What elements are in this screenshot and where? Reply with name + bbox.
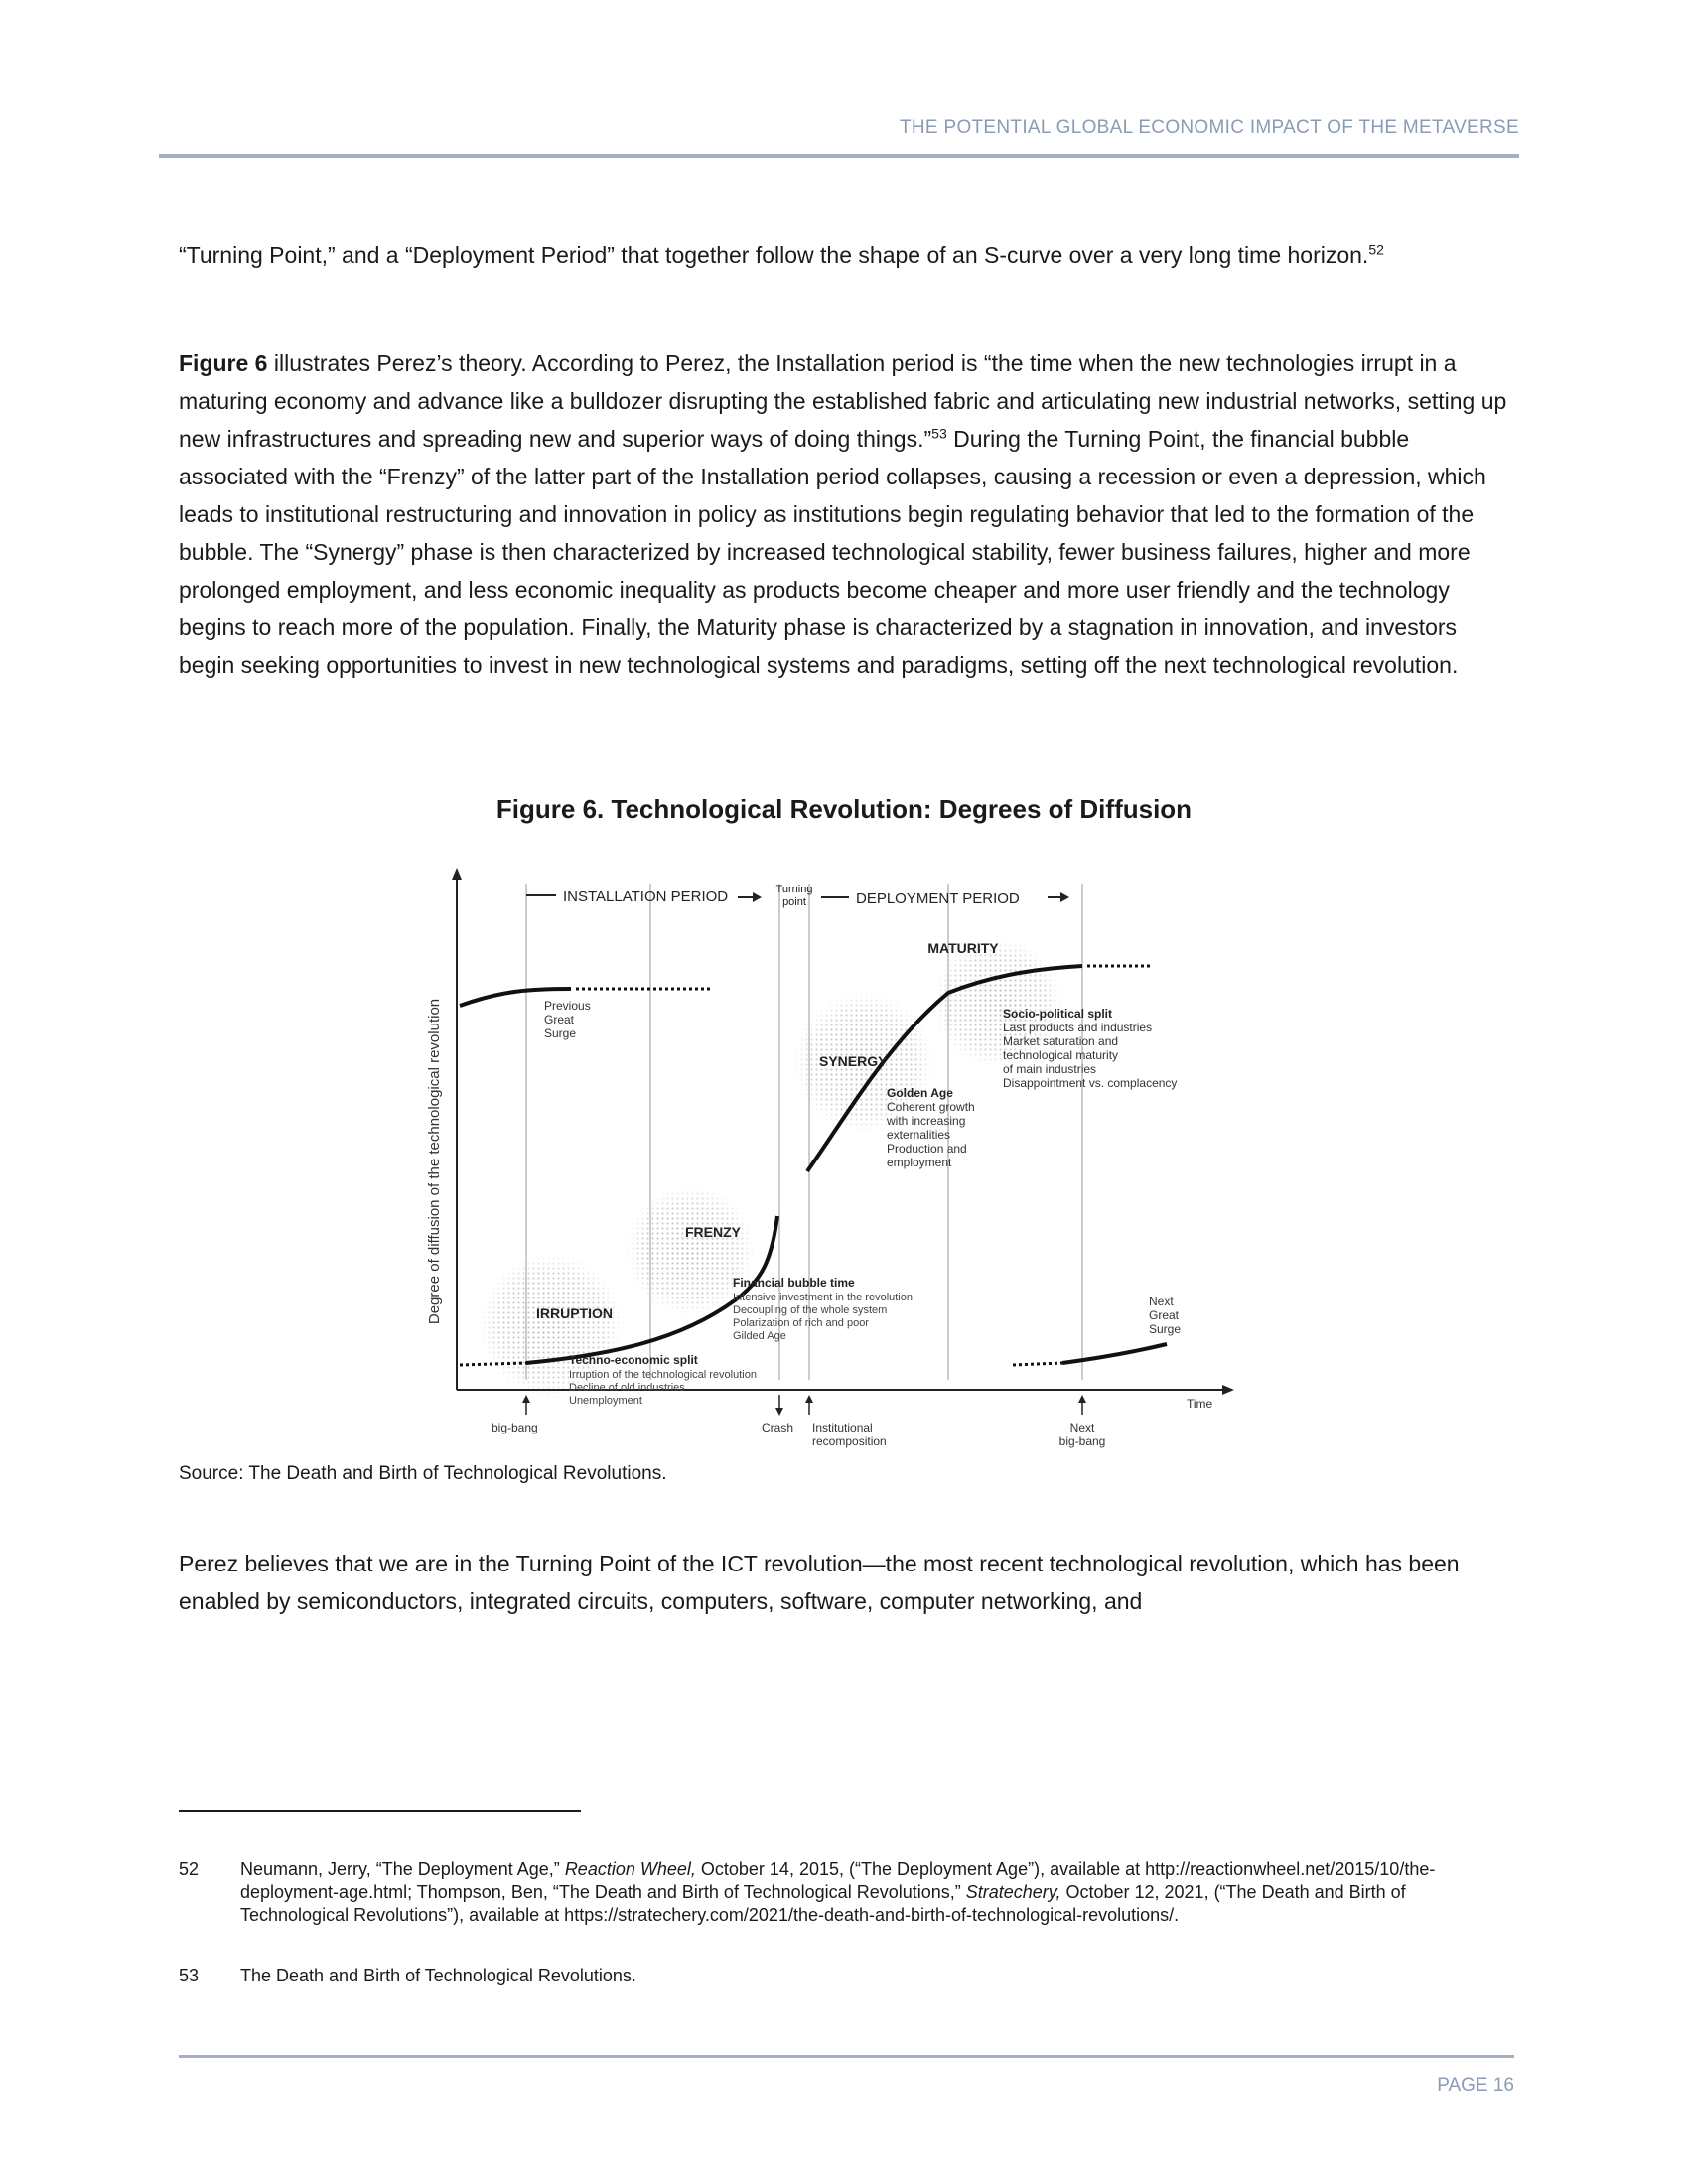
svg-text:Gilded Age: Gilded Age	[733, 1330, 786, 1342]
svg-text:Great: Great	[544, 1013, 575, 1026]
footer-rule	[179, 2055, 1514, 2058]
deployment-period-label: DEPLOYMENT PERIOD	[856, 890, 1020, 907]
svg-text:Unemployment: Unemployment	[569, 1395, 642, 1407]
svg-text:big-bang: big-bang	[492, 1421, 538, 1434]
svg-text:Surge: Surge	[544, 1026, 577, 1040]
golden-age-annotation	[886, 1086, 975, 1169]
y-axis-arrow	[452, 868, 462, 880]
paragraph-2-text-b: During the Turning Point, the financial bubble associated with the “Frenzy” of the latter part of the Installation period collapses, causing a recession or even a depression, which leads to institutional restructuring and innovation in policy as institutions begin regulating behavior that led to the formation of the bubble. The “Synergy” phase is then characterized by increased technological stability, fewer business failures, higher and more prolonged employment, and less economic inequality as products become cheaper and more user friendly and the technology begins to reach more of the population. Finally, the Maturity phase is characterized by a stagnation in innovation, and investors begin seeking opportunities to invest in new technological systems and paradigms, setting off the next technological revolution.	[179, 426, 1486, 678]
svg-text:Intensive investment in the re: Intensive investment in the revolution	[733, 1292, 913, 1303]
svg-text:Decline of old industries: Decline of old industries	[569, 1382, 685, 1394]
irruption-label: IRRUPTION	[536, 1305, 613, 1321]
footnote-53-number: 53	[179, 1966, 200, 1985]
x-axis-arrow	[1222, 1385, 1234, 1395]
paragraph-2	[179, 344, 1509, 684]
footnote-52-text: Neumann, Jerry, “The Deployment Age,” Reaction Wheel, October 14, 2015, (“The Deployment Age”), available at http://reactionwheel.net/2015/10/the-deployment-age.html; Thompson, Ben, “The Death and Birth of Technological Revolutions,” Stratechery, October 12, 2021, (“The Death and Birth of Technological Revolutions”), available at https://stratechery.com/2021/the-death-and-birth-of-technological-revolutions/.	[240, 1859, 1436, 1925]
svg-text:Surge: Surge	[1149, 1322, 1182, 1336]
paragraph-1	[179, 236, 1509, 274]
svg-text:of main industries: of main industries	[1003, 1062, 1097, 1076]
svg-text:Great: Great	[1149, 1308, 1180, 1322]
svg-text:Market saturation and: Market saturation and	[1003, 1034, 1119, 1048]
footnote-52	[179, 1858, 1509, 1927]
frenzy-label: FRENZY	[685, 1224, 741, 1240]
header-rule	[159, 154, 1519, 158]
figure-title: Figure 6. Technological Revolution: Degrees of Diffusion	[495, 794, 1193, 824]
svg-text:Golden Age: Golden Age	[887, 1086, 953, 1100]
svg-text:Next: Next	[1069, 1421, 1095, 1434]
footnote-52-number: 52	[179, 1859, 200, 1879]
svg-text:Next: Next	[1149, 1295, 1174, 1308]
period-header	[526, 884, 1069, 908]
financial-bubble-annotation	[733, 1276, 913, 1342]
footnote-ref-53[interactable]: 53	[931, 425, 947, 442]
installation-period-label: INSTALLATION PERIOD	[563, 888, 729, 905]
svg-text:Institutional: Institutional	[812, 1421, 873, 1434]
svg-text:with increasing: with increasing	[887, 1114, 966, 1128]
synergy-label: SYNERGY	[819, 1053, 888, 1069]
svg-text:Coherent growth: Coherent growth	[887, 1100, 975, 1114]
socio-political-annotation	[1003, 1007, 1177, 1090]
paragraph-2-text-a: illustrates Perez’s theory. According to Perez, the Installation period is “the time when the new technologies irrupt in a maturing economy and advance like a bulldozer disrupting the established fabric and articulating new industrial networks, setting up new infrastructures and spreading new and superior ways of doing things.”	[179, 350, 1507, 452]
diffusion-figure	[412, 864, 1266, 1459]
paragraph-3: Perez believes that we are in the Turning Point of the ICT revolution—the most recent technological revolution, which has been enabled by semiconductors, integrated circuits, computers, software, computer networking, and	[179, 1551, 1460, 1614]
svg-text:point: point	[782, 896, 806, 908]
previous-surge-labels	[544, 999, 591, 1040]
svg-text:externalities: externalities	[887, 1128, 951, 1142]
page-number: PAGE 16	[1437, 2075, 1514, 2096]
y-axis-label: Degree of diffusion of the technological revolution	[426, 998, 443, 1325]
footnote-ref-52[interactable]: 52	[1368, 241, 1384, 258]
figure-6-reference: Figure 6	[179, 350, 268, 376]
footnote-rule	[179, 1810, 581, 1812]
svg-text:Crash: Crash	[762, 1421, 794, 1434]
svg-text:technological maturity: technological maturity	[1003, 1048, 1119, 1062]
footnote-53-text: The Death and Birth of Technological Revolutions.	[240, 1966, 636, 1985]
svg-text:recomposition: recomposition	[812, 1434, 887, 1448]
x-axis-label: Time	[1187, 1397, 1213, 1411]
svg-text:Turning: Turning	[775, 884, 813, 895]
svg-text:Socio-political split: Socio-political split	[1003, 1007, 1113, 1021]
next-surge-dotted	[1013, 1363, 1062, 1365]
maturity-label: MATURITY	[927, 940, 999, 956]
next-surge-labels	[1149, 1295, 1181, 1336]
running-header: THE POTENTIAL GLOBAL ECONOMIC IMPACT OF THE METAVERSE	[900, 117, 1519, 138]
diffusion-diagram	[412, 864, 1266, 1459]
paragraph-1-text: “Turning Point,” and a “Deployment Period” that together follow the shape of an S-curve over a very long time horizon.	[179, 242, 1369, 268]
techno-economic-annotation	[569, 1353, 757, 1407]
svg-text:Financial bubble time: Financial bubble time	[733, 1276, 855, 1290]
figure-source: Source: The Death and Birth of Technological Revolutions.	[179, 1463, 667, 1484]
footnote-53	[179, 1965, 1509, 1987]
svg-text:Production and: Production and	[887, 1142, 967, 1156]
svg-text:Last products and industries: Last products and industries	[1003, 1021, 1153, 1034]
svg-text:Previous: Previous	[544, 999, 591, 1013]
next-surge-curve	[1062, 1344, 1167, 1363]
svg-text:Polarization of rich and poor: Polarization of rich and poor	[733, 1317, 869, 1329]
svg-text:Irruption of the technological: Irruption of the technological revolution	[569, 1369, 757, 1381]
svg-text:big-bang: big-bang	[1058, 1434, 1106, 1448]
svg-text:Techno-economic split: Techno-economic split	[569, 1353, 698, 1367]
svg-text:Disappointment vs. complacency: Disappointment vs. complacency	[1003, 1076, 1178, 1090]
svg-text:employment: employment	[887, 1156, 952, 1169]
svg-text:Decoupling of the whole system: Decoupling of the whole system	[733, 1304, 888, 1316]
